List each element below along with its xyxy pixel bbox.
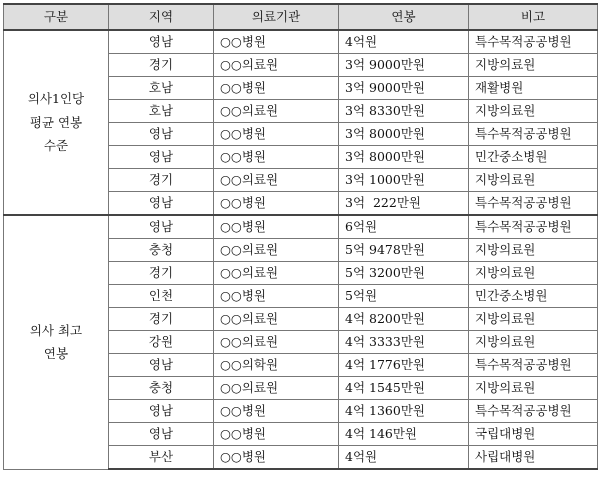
- group-label: [4, 215, 109, 469]
- institution-cell: ○○병원: [214, 400, 339, 423]
- note-cell: 특수목적공공병원: [469, 400, 598, 423]
- header-note: 비고: [469, 4, 598, 30]
- table-header: [4, 4, 598, 30]
- institution-cell: ○○병원: [214, 123, 339, 146]
- salary-cell: 3억 9000만원: [339, 77, 469, 100]
- region-cell: 경기: [109, 169, 214, 192]
- region-cell: 영남: [109, 215, 214, 239]
- institution-cell: ○○의료원: [214, 54, 339, 77]
- table-row: [4, 30, 598, 54]
- note-cell: 특수목적공공병원: [469, 30, 598, 54]
- note-cell: 사립대병원: [469, 446, 598, 470]
- region-cell: 충청: [109, 377, 214, 400]
- note-cell: 지방의료원: [469, 308, 598, 331]
- note-cell: 민간중소병원: [469, 146, 598, 169]
- salary-cell: 3억 8330만원: [339, 100, 469, 123]
- note-cell: 재활병원: [469, 77, 598, 100]
- region-cell: 인천: [109, 285, 214, 308]
- institution-cell: ○○병원: [214, 77, 339, 100]
- salary-cell: 4억 1776만원: [339, 354, 469, 377]
- group-max-salary: [4, 215, 598, 469]
- institution-cell: ○○병원: [214, 146, 339, 169]
- note-cell: 지방의료원: [469, 100, 598, 123]
- note-cell: 지방의료원: [469, 377, 598, 400]
- note-cell: 민간중소병원: [469, 285, 598, 308]
- salary-cell: 4억 1545만원: [339, 377, 469, 400]
- salary-cell: 3억 8000만원: [339, 146, 469, 169]
- region-cell: 영남: [109, 123, 214, 146]
- salary-table-container: [3, 3, 598, 470]
- salary-cell: 4억 8200만원: [339, 308, 469, 331]
- salary-table: [3, 3, 598, 470]
- region-cell: 영남: [109, 423, 214, 446]
- note-cell: 특수목적공공병원: [469, 215, 598, 239]
- institution-cell: ○○병원: [214, 215, 339, 239]
- note-cell: 특수목적공공병원: [469, 354, 598, 377]
- group-label: [4, 30, 109, 215]
- group-label-line: 의사1인당: [27, 90, 85, 106]
- note-cell: 국립대병원: [469, 423, 598, 446]
- region-cell: 경기: [109, 308, 214, 331]
- salary-cell: 3억 9000만원: [339, 54, 469, 77]
- header-salary: 연봉: [339, 4, 469, 30]
- note-cell: 지방의료원: [469, 331, 598, 354]
- group-label-line: 의사 최고: [29, 322, 83, 338]
- salary-cell: 6억원: [339, 215, 469, 239]
- institution-cell: ○○병원: [214, 423, 339, 446]
- region-cell: 부산: [109, 446, 214, 470]
- header-category: 구분: [4, 4, 109, 30]
- header-region: 지역: [109, 4, 214, 30]
- group-average-salary: [4, 30, 598, 215]
- institution-cell: ○○의료원: [214, 169, 339, 192]
- header-institution: 의료기관: [214, 4, 339, 30]
- region-cell: 경기: [109, 262, 214, 285]
- region-cell: 충청: [109, 239, 214, 262]
- salary-cell: 5억 9478만원: [339, 239, 469, 262]
- note-cell: 지방의료원: [469, 239, 598, 262]
- institution-cell: ○○의료원: [214, 262, 339, 285]
- salary-cell: 5억 3200만원: [339, 262, 469, 285]
- note-cell: 지방의료원: [469, 262, 598, 285]
- region-cell: 강원: [109, 331, 214, 354]
- institution-cell: ○○의료원: [214, 331, 339, 354]
- salary-cell: 3억 8000만원: [339, 123, 469, 146]
- note-cell: 지방의료원: [469, 54, 598, 77]
- note-cell: 특수목적공공병원: [469, 123, 598, 146]
- region-cell: 호남: [109, 77, 214, 100]
- institution-cell: ○○병원: [214, 30, 339, 54]
- region-cell: 영남: [109, 146, 214, 169]
- region-cell: 영남: [109, 400, 214, 423]
- institution-cell: ○○병원: [214, 192, 339, 216]
- group-label-line: 연봉: [43, 346, 69, 362]
- institution-cell: ○○의료원: [214, 100, 339, 123]
- salary-cell: 4억원: [339, 30, 469, 54]
- region-cell: 경기: [109, 54, 214, 77]
- group-label-line: 수준: [43, 138, 69, 154]
- table-row: [4, 215, 598, 239]
- salary-cell: 3억 222만원: [339, 192, 469, 216]
- salary-cell: 3억 1000만원: [339, 169, 469, 192]
- salary-cell: 4억원: [339, 446, 469, 470]
- institution-cell: ○○의학원: [214, 354, 339, 377]
- note-cell: 지방의료원: [469, 169, 598, 192]
- institution-cell: ○○병원: [214, 285, 339, 308]
- note-cell: 특수목적공공병원: [469, 192, 598, 216]
- salary-cell: 4억 1360만원: [339, 400, 469, 423]
- group-label-line: 평균 연봉: [29, 114, 83, 130]
- institution-cell: ○○의료원: [214, 239, 339, 262]
- region-cell: 영남: [109, 192, 214, 216]
- institution-cell: ○○의료원: [214, 308, 339, 331]
- salary-cell: 4억 146만원: [339, 423, 469, 446]
- institution-cell: ○○병원: [214, 446, 339, 470]
- header-row: [4, 4, 598, 30]
- region-cell: 영남: [109, 354, 214, 377]
- region-cell: 호남: [109, 100, 214, 123]
- region-cell: 영남: [109, 30, 214, 54]
- salary-cell: 4억 3333만원: [339, 331, 469, 354]
- institution-cell: ○○의료원: [214, 377, 339, 400]
- salary-cell: 5억원: [339, 285, 469, 308]
